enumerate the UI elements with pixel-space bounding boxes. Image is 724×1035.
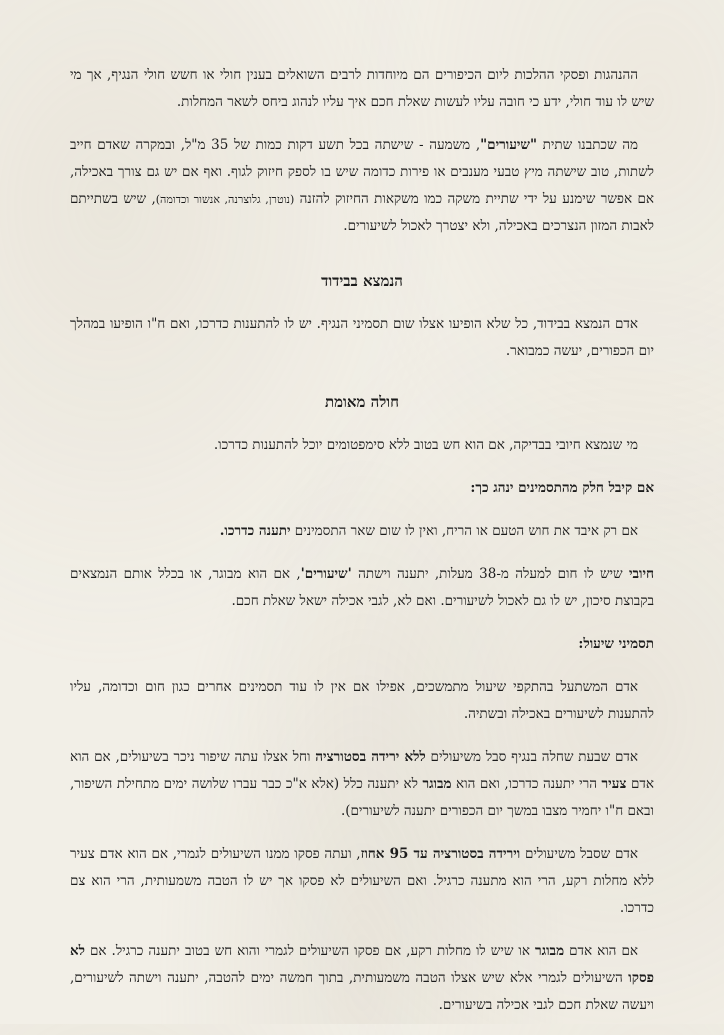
paragraph-fever: חיובי שיש לו חום למעלה מ-38 מעלות, יתענה וישתה 'שיעורים', אם הוא מבוגר, או בכלל אותם הנמצאים בקבוצת סיכון, יש לו גם לאכול לשיעורים. ואם לא, לגבי אכילה ישאל שאלת חכם. <box>70 566 654 609</box>
paragraph-persistent-cough: אדם המשתעל בהתקפי שיעול מתמשכים, אפילו אם אין לו עוד תסמינים אחרים כגון חום וכדומה, עליו להתענות לשיעורים באכילה ובשתיה. <box>70 679 654 722</box>
paragraph-cough-with-saturation-drop: אדם שסבל משיעולים וירידה בסטורציה עד 95 אחוז, ועתה פסקו ממנו השיעולים לגמרי, אם הוא אדם צעיר ללא מחלות רקע, הרי הוא מתענה כרגיל. ואם השיעולים לא פסקו אך יש לו הטבה משמעותית, הרי הוא צם כדרכו. <box>70 846 654 916</box>
paragraph-intro: ההנהגות ופסקי ההלכות ליום הכיפורים הם מיוחדות לרבים השואלים בענין חולי או חשש חולי הנגיף, אך מי שיש לו עוד חולי, ידע כי חובה עליו לעשות שאלת חכם איך עליו לנהוג ביחס לשאר המחלות. <box>70 67 654 110</box>
paragraph-positive-test: מי שנמצא חיובי בבדיקה, אם הוא חש בטוב ללא סימפטומים יוכל להתענות כדרכו. <box>213 437 638 453</box>
section-heading-confirmed-patient: חולה מאומת <box>325 393 399 411</box>
document-page <box>70 62 654 1035</box>
paragraph-cough-no-saturation-drop: אדם שבעת שחלה בנגיף סבל משיעולים ללא ירידה בסטורציה וחל אצלו עתה שיפור ניכר בשיעולים, אם הוא אדם צעיר הרי יתענה כדרכו, ואם הוא מבוגר לא יתענה כלל (אלא א"כ כבר עברו שלושה ימים מתחילת השיפור, ובאם ח"ו יחמיר מצבו במשך יום הכפורים יתענה לשיעורים). <box>70 749 654 819</box>
section-heading-isolation: הנמצא בבידוד <box>321 272 403 290</box>
paragraph-shiurim-definition: מה שכתבנו שתית "שיעורים", משמעה - שישתה בכל תשע דקות כמות של 35 מ"ל, ובמקרה שאדם חייב לשתות, טוב שישתה מיץ טבעי מענבים או פירות כדומה שיש בו לספק חיזוק לגוף. ואף אם יש גם צורך באכילה, אם אפשר שימנע על ידי שתיית משקה כמו משקאות החיזוק להזנה (נוטרן, גלוצרנה, אנשור וכדומה), שיש בשתייתם לאבות המזון הנצרכים באכילה, ולא יצטרך לאכול לשיעורים. <box>70 137 654 234</box>
paragraph-elderly-or-background-illness: אם הוא אדם מבוגר או שיש לו מחלות רקע, אם פסקו השיעולים לגמרי והוא חש בטוב יתענה כרגיל. אם לא פסקו השיעולים לגמרי אלא שיש אצלו הטבה משמעותית, בתוך חמשה ימים להטבה, יתענה וישתה לשיעורים, ויעשה שאלת חכם לגבי אכילה בשיעורים. <box>70 943 654 1013</box>
subheading-partial-symptoms: אם קיבל חלק מהתסמינים ינהג כך: <box>470 480 654 496</box>
subheading-cough-symptoms: תסמיני שיעול: <box>578 636 654 652</box>
paragraph-isolation: אדם הנמצא בבידוד, כל שלא הופיעו אצלו שום תסמיני הנגיף. יש לו להתענות כדרכו, ואם ח"ו הופיעו במהלך יום הכפורים, יעשה כמבואר. <box>70 316 654 359</box>
paragraph-taste-smell: אם רק איבד את חוש הטעם או הריח, ואין לו שום שאר התסמינים יתענה כדרכו. <box>219 523 638 539</box>
